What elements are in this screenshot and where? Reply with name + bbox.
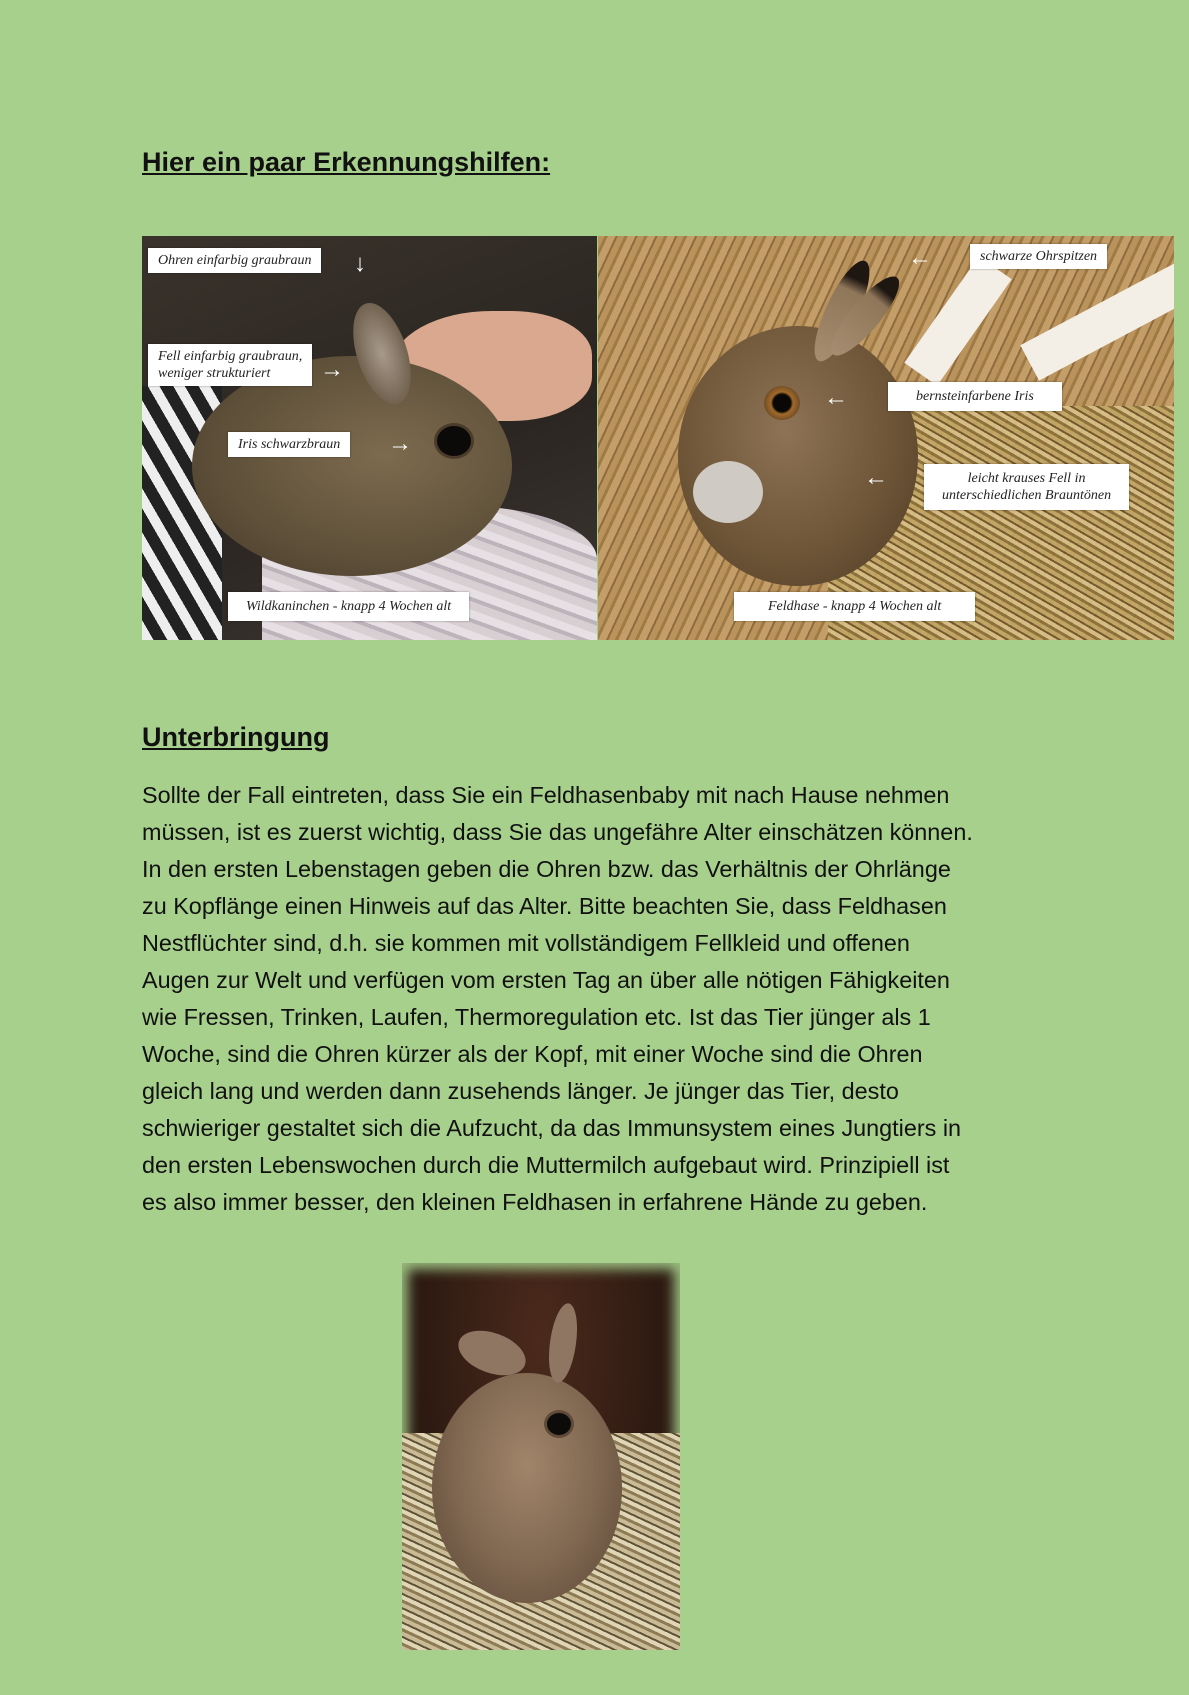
arrow-left-icon: ← <box>864 464 888 491</box>
paragraph-line: wie Fressen, Trinken, Laufen, Thermoregulation etc. Ist das Tier jünger als 1 <box>142 1004 931 1030</box>
label-fur-line2: weniger strukturiert <box>158 366 271 381</box>
paragraph-line: Woche, sind die Ohren kürzer als der Kopf, mit einer Woche sind die Ohren <box>142 1041 923 1067</box>
paragraph-line: den ersten Lebenswochen durch die Muttermilch aufgebaut wird. Prinzipiell ist <box>142 1152 950 1178</box>
baby-hare-photo <box>402 1263 680 1650</box>
paragraph-line: Nestflüchter sind, d.h. sie kommen mit vollständigem Fellkleid und offenen <box>142 930 910 956</box>
section-heading-recognition: Hier ein paar Erkennungshilfen: <box>142 147 551 177</box>
label-black-ear-tips: schwarze Ohrspitzen <box>970 244 1107 269</box>
caption-wild-rabbit: Wildkaninchen - knapp 4 Wochen alt <box>228 592 469 621</box>
paragraph-line: müssen, ist es zuerst wichtig, dass Sie das ungefähre Alter einschätzen können. <box>142 819 973 845</box>
paragraph-line: Augen zur Welt und verfügen vom ersten Tag an über alle nötigen Fähigkeiten <box>142 967 950 993</box>
label-fur-line1: Fell einfarbig graubraun, <box>158 349 303 364</box>
paragraph-line: es also immer besser, den kleinen Feldhasen in erfahrene Hände zu geben. <box>142 1189 928 1215</box>
wild-rabbit-photo <box>142 236 597 640</box>
arrow-left-icon: ← <box>908 244 932 271</box>
label-fur-uniform <box>148 344 312 386</box>
caption-hare: Feldhase - knapp 4 Wochen alt <box>734 592 975 621</box>
arrow-down-icon: ↓ <box>354 250 366 277</box>
label-fur-line2: unterschiedlichen Brauntönen <box>942 488 1112 503</box>
paragraph-line: In den ersten Lebenstagen geben die Ohren bzw. das Verhältnis der Ohrlänge <box>142 856 951 882</box>
housing-paragraph <box>142 777 1062 1221</box>
paragraph-line: schwieriger gestaltet sich die Aufzucht, da das Immunsystem eines Jungtiers in <box>142 1115 962 1141</box>
label-amber-iris: bernsteinfarbene Iris <box>888 382 1062 411</box>
arrow-left-icon: ← <box>824 384 848 411</box>
arrow-right-icon: → <box>388 430 412 457</box>
label-iris-dark: Iris schwarzbraun <box>228 432 350 457</box>
paragraph-line: gleich lang und werden dann zusehends länger. Je jünger das Tier, desto <box>142 1078 899 1104</box>
label-fur-line1: leicht krauses Fell in <box>967 471 1086 486</box>
hare-photo <box>598 236 1174 640</box>
label-ears-uniform: Ohren einfarbig graubraun <box>148 248 321 273</box>
label-curly-fur <box>924 464 1129 510</box>
arrow-right-icon: → <box>320 356 344 383</box>
section-heading-housing: Unterbringung <box>142 722 330 752</box>
paragraph-line: Sollte der Fall eintreten, dass Sie ein Feldhasenbaby mit nach Hause nehmen <box>142 782 950 808</box>
comparison-photo <box>142 236 1174 640</box>
paragraph-line: zu Kopflänge einen Hinweis auf das Alter. Bitte beachten Sie, dass Feldhasen <box>142 893 947 919</box>
